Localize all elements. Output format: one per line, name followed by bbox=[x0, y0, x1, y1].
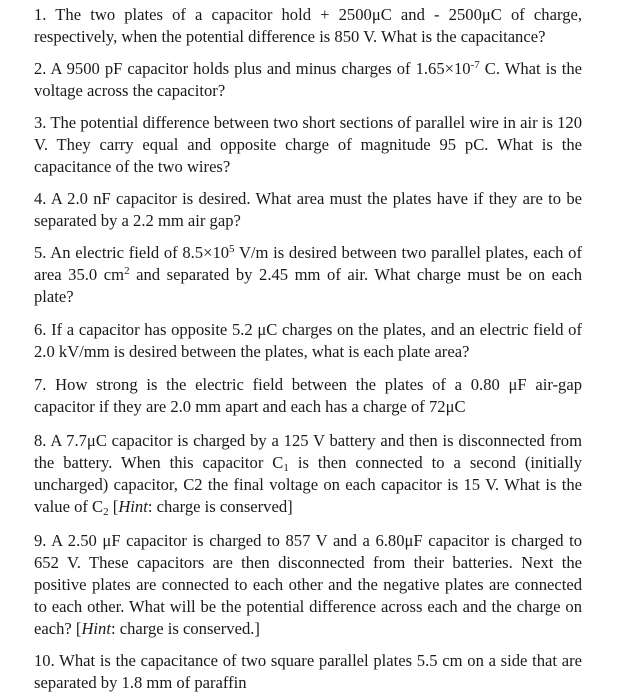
text-run: 3. The potential difference between two short sections of parallel wire in air is 120 V. They carry equal and opposite charge of magnitude 95 pC. What is the capacitance of the two wires? bbox=[34, 113, 582, 176]
text-sup: 5 bbox=[229, 243, 235, 255]
text-sub: 2 bbox=[103, 506, 109, 518]
text-run: is then connected to a second (initially uncharged) capacitor, C2 the final voltage on each capacitor is 15 V. What is the value of C bbox=[34, 453, 583, 516]
problem-text bbox=[34, 430, 582, 518]
text-run: 9. A 2.50 μF capacitor is charged to 857 V and a 6.80μF capacitor is charged to 652 V. These capacitors are then disconnected from their batteries. Next the positive plates are connected to each other and the negative plates are connected to each other. What will be the potential difference across each and the charge on each? [ bbox=[34, 531, 582, 638]
problem-5 bbox=[34, 242, 582, 308]
problem-3 bbox=[34, 112, 582, 178]
problem-text bbox=[34, 319, 582, 363]
problem-4 bbox=[34, 188, 582, 232]
problem-2 bbox=[34, 58, 582, 102]
text-run: 4. A 2.0 nF capacitor is desired. What area must the plates have if they are to be separated by a 2.2 mm air gap? bbox=[34, 189, 582, 230]
text-em: Hint bbox=[118, 497, 148, 516]
problem-text bbox=[34, 650, 582, 694]
problem-7 bbox=[34, 374, 582, 418]
problem-text bbox=[34, 242, 582, 308]
text-sup: -7 bbox=[470, 59, 480, 71]
text-sub: 1 bbox=[283, 462, 289, 474]
problem-9 bbox=[34, 530, 582, 640]
text-run: 8. A 7.7μC capacitor is charged by a 125 V battery and then is disconnected from the battery. When this capacitor C bbox=[34, 431, 582, 472]
text-run: 7. How strong is the electric field between the plates of a 0.80 μF air-gap capacitor if they are 2.0 mm apart and each has a charge of 72μC bbox=[34, 375, 582, 416]
text-run: : charge is conserved] bbox=[147, 497, 293, 516]
text-run: : charge is conserved.] bbox=[110, 619, 260, 638]
problem-text bbox=[34, 530, 582, 640]
problem-text bbox=[34, 112, 582, 178]
problem-text bbox=[34, 4, 582, 48]
text-run: [ bbox=[108, 497, 119, 516]
text-run: 10. What is the capacitance of two square parallel plates 5.5 cm on a side that are separated by 1.8 mm of paraffin bbox=[34, 651, 582, 692]
problem-text bbox=[34, 188, 582, 232]
text-run: 2. A 9500 pF capacitor holds plus and minus charges of 1.65×10 bbox=[34, 59, 471, 78]
text-em: Hint bbox=[81, 619, 111, 638]
text-run: C. What is the voltage across the capacitor? bbox=[34, 59, 582, 100]
text-run: 1. The two plates of a capacitor hold + 2500μC and - 2500μC of charge, respectively, when the potential difference is 850 V. What is the capacitance? bbox=[34, 5, 582, 46]
problem-10 bbox=[34, 650, 582, 694]
text-run: 6. If a capacitor has opposite 5.2 μC charges on the plates, and an electric field of 2.0 kV/mm is desired between the plates, what is each plate area? bbox=[34, 320, 582, 361]
text-run: V/m is desired between two parallel plates, each of area 35.0 cm bbox=[34, 243, 583, 284]
problem-1 bbox=[34, 4, 582, 48]
text-run: and separated by 2.45 mm of air. What charge must be on each plate? bbox=[34, 265, 583, 306]
problem-8 bbox=[34, 430, 582, 518]
problem-text bbox=[34, 58, 582, 102]
problem-text bbox=[34, 374, 582, 418]
text-sup: 2 bbox=[124, 265, 130, 277]
problem-6 bbox=[34, 319, 582, 363]
text-run: 5. An electric field of 8.5×10 bbox=[34, 243, 230, 262]
